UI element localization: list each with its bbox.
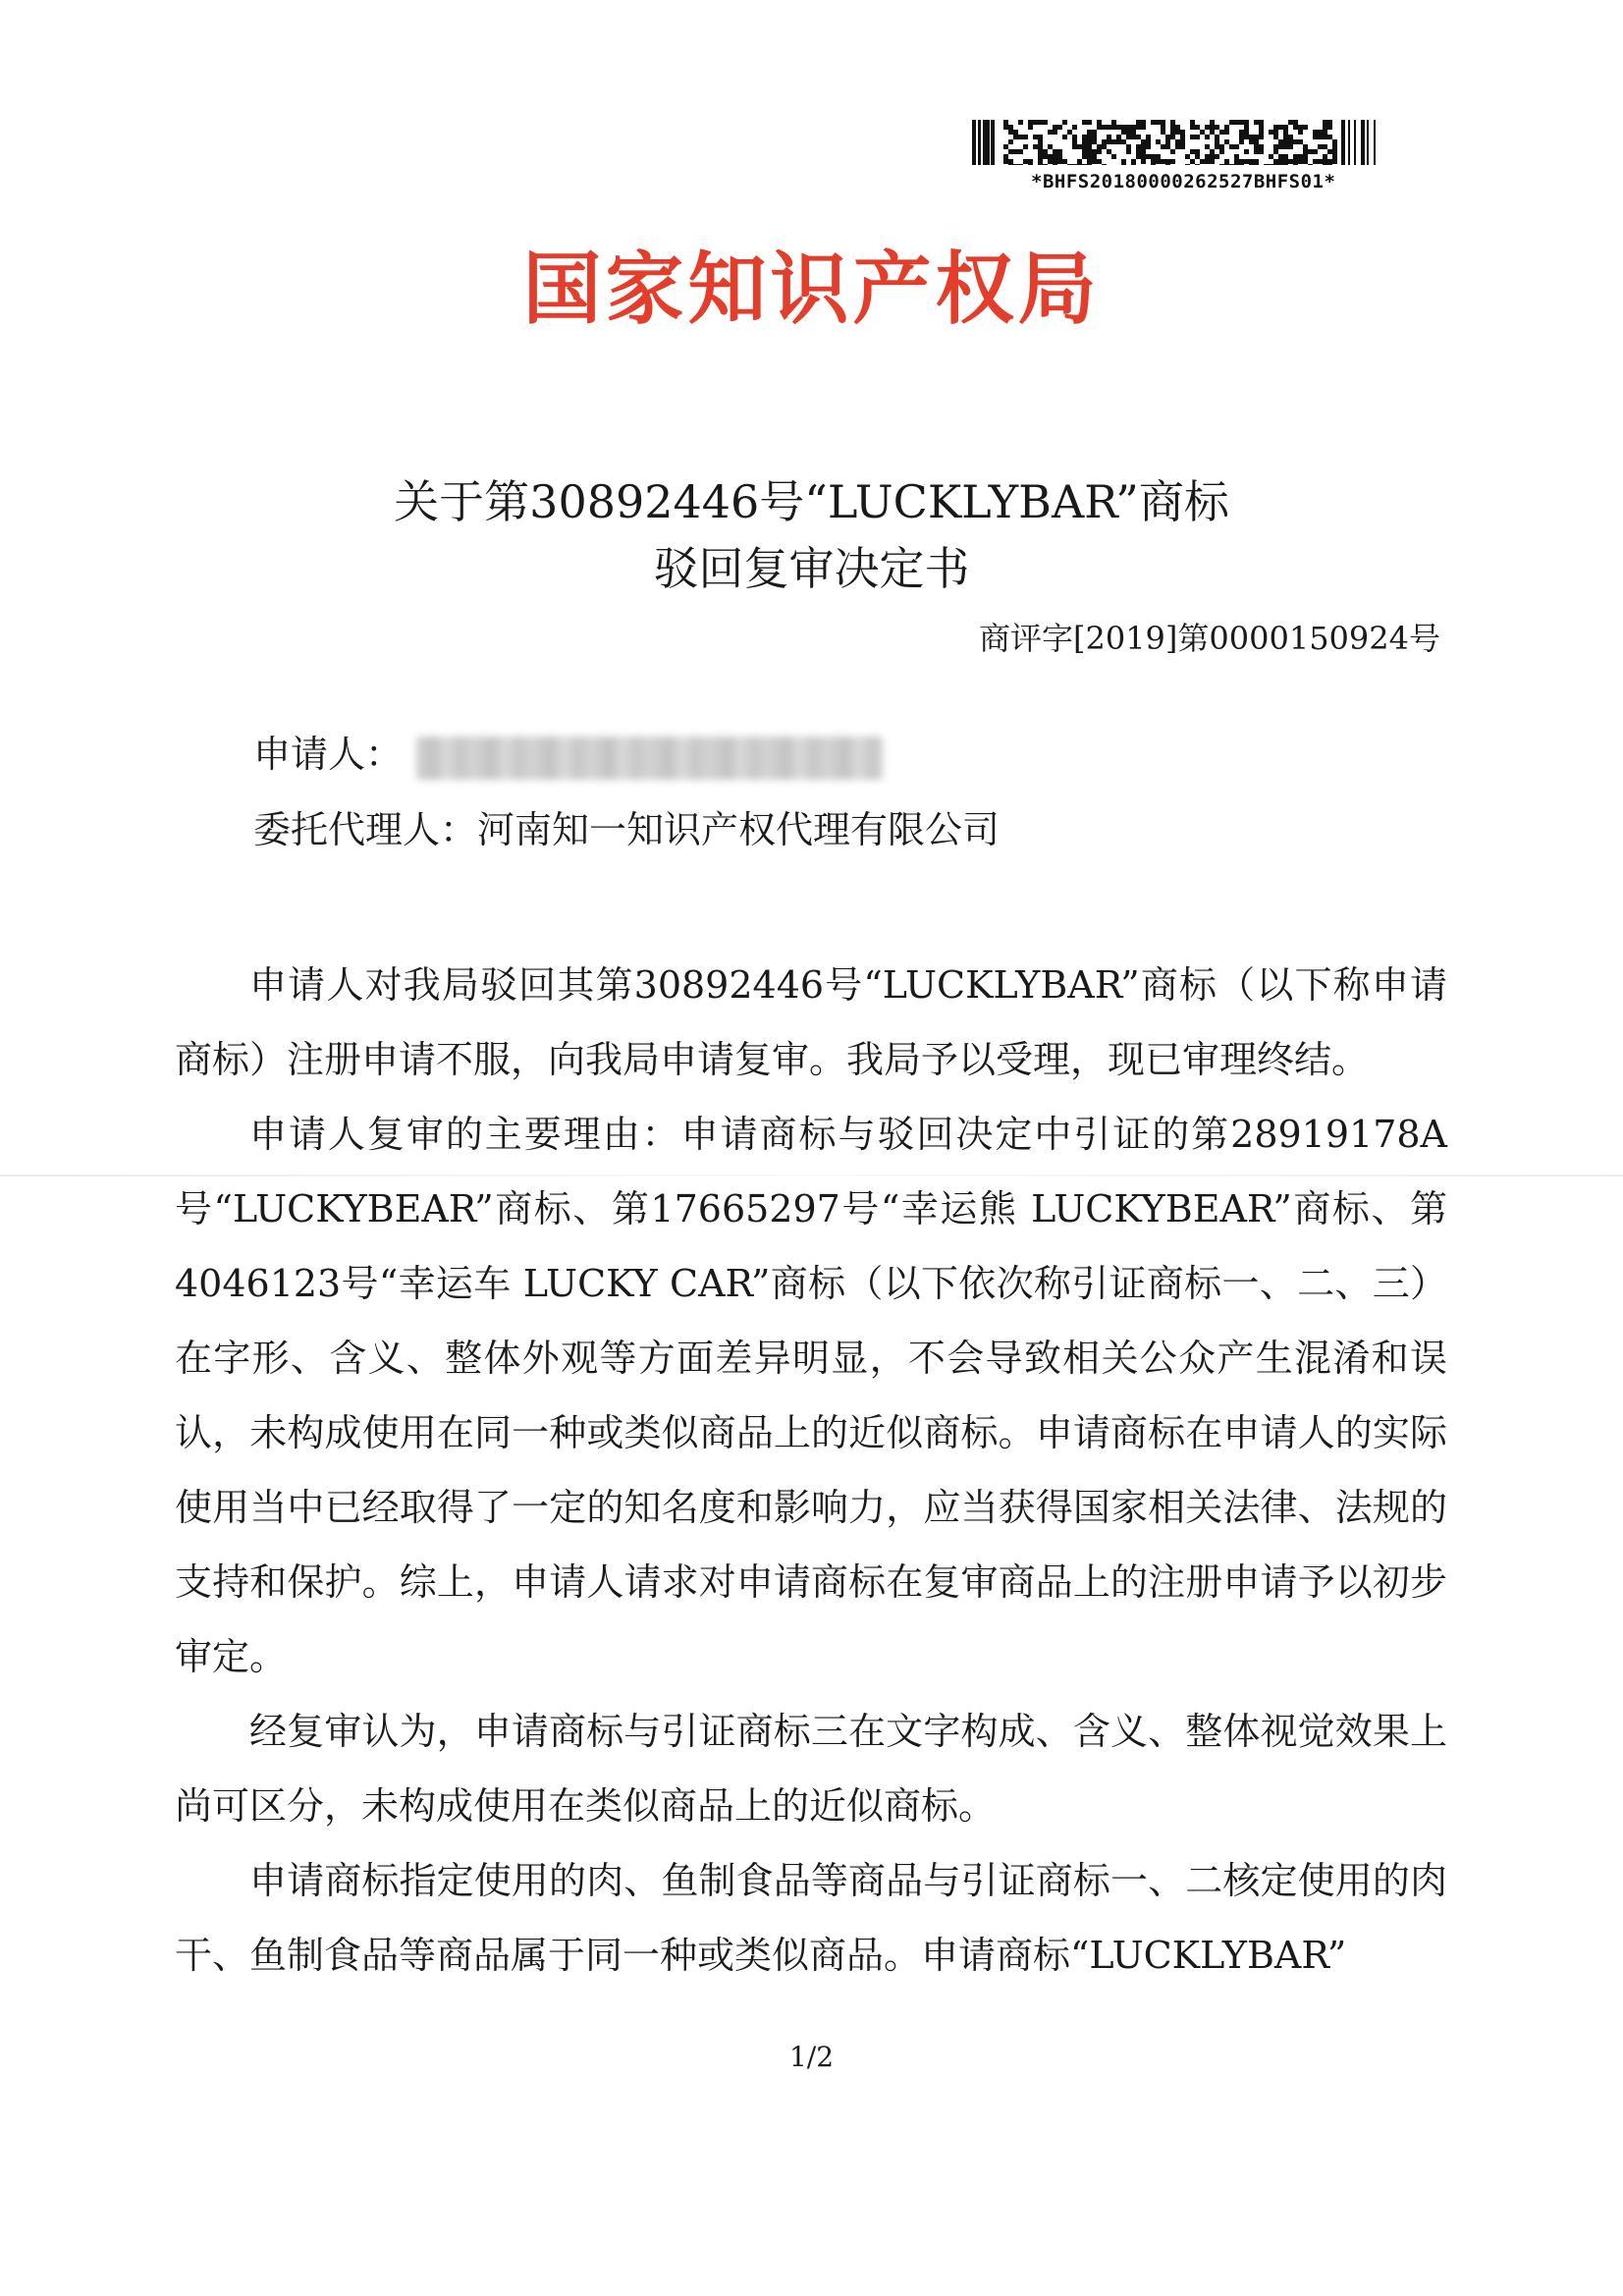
page-number: 1/2 [788,2041,835,2073]
document-title-line-1: 关于第30892446号“LUCKLYBAR”商标 [394,475,1229,528]
body-paragraph-4: 申请商标指定使用的肉、鱼制食品等商品与引证商标一、二核定使用的肉干、鱼制食品等商品属于同一种或类似商品。申请商标“LUCKLYBAR” [175,1859,1447,1977]
agent-line [253,808,1001,851]
barcode-graphic [972,120,1380,165]
scan-artifact-line [0,1175,1623,1176]
agent-name: 河南知一知识产权代理有限公司 [477,808,1001,851]
decision-number: 商评字[2019]第0000150924号 [978,620,1440,657]
document-title-line-2: 驳回复审决定书 [653,542,970,595]
body-paragraph-1: 申请人对我局驳回其第30892446号“LUCKLYBAR”商标（以下称申请商标）注册申请不服，向我局申请复审。我局予以受理，现已审理终结。 [175,963,1447,1081]
barcode-number: *BHFS20180000262527BHFS01* [1031,171,1336,192]
applicant-label: 申请人： [253,733,404,776]
body-paragraph-3: 经复审认为，申请商标与引证商标三在文字构成、含义、整体视觉效果上尚可区分，未构成使用在类似商品上的近似商标。 [175,1710,1447,1828]
redacted-applicant-name [416,737,883,780]
applicant-line [253,733,883,780]
decision-body [175,948,1447,1993]
barcode-block [972,120,1384,198]
agent-label: 委托代理人： [253,808,478,851]
agency-header: 国家知识产权局 [522,244,1101,335]
body-paragraph-2: 申请人复审的主要理由：申请商标与驳回决定中引证的第28919178A号“LUCKYBEAR”商标、第17665297号“幸运熊 LUCKYBEAR”商标、第4046123号“幸运车 LUCKY CAR”商标（以下依次称引证商标一、二、三）在字形、含义、整体外观等方面差异明显，不会导致相关公众产生混淆和误认，未构成使用在同一种或类似商品上的近似商标。申请商标在申请人的实际使用当中已经取得了一定的知名度和影响力，应当获得国家相关法律、法规的支持和保护。综上，申请人请求对申请商标在复审商品上的注册申请予以初步审定。 [175,1113,1447,1678]
